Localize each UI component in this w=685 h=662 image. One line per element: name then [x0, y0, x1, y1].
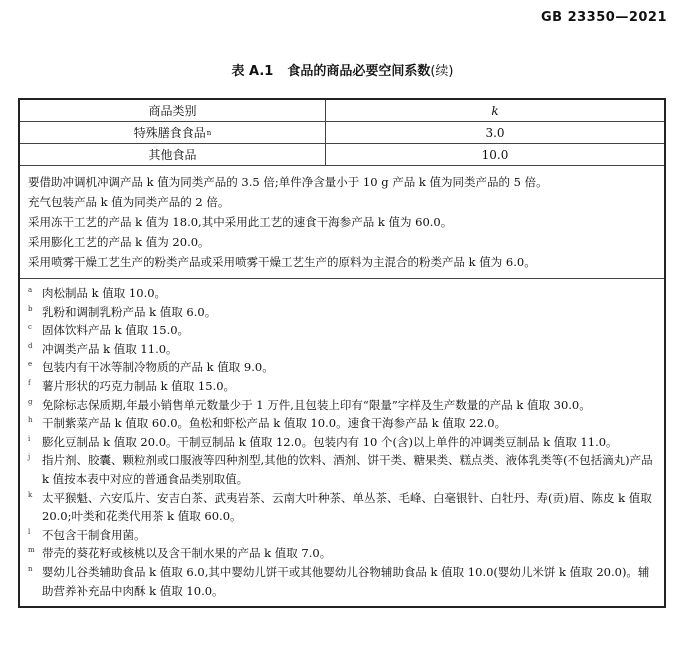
coefficient-table: [18, 98, 666, 608]
footnote-text: 膨化豆制品 k 值取 20.0。干制豆制品 k 值取 12.0。包装内有 10 个(含)以上单件的冲调类豆制品 k 值取 11.0。: [42, 434, 618, 449]
footnote-mark: h: [28, 416, 33, 425]
footnote-mark: d: [28, 341, 33, 350]
row-category: 其他食品: [20, 144, 326, 165]
footnote: [28, 414, 656, 433]
row-category: [20, 122, 326, 143]
row-k-value: 3.0: [485, 125, 505, 140]
footnote: [28, 321, 656, 340]
category-text: 特殊膳食食品: [133, 126, 206, 140]
footnote-mark: c: [28, 323, 32, 332]
footnote-text: 带壳的葵花籽或核桃以及含干制水果的产品 k 值取 7.0。: [42, 546, 332, 561]
header-category: 商品类别: [20, 100, 326, 121]
general-notes: [20, 166, 664, 279]
footnote-text: 太平猴魁、六安瓜片、安吉白茶、武夷岩茶、云南大叶种茶、单丛茶、毛峰、白毫银针、白牡丹、寿(贡)眉、陈皮 k 值取 20.0;叶类和花类代用茶 k 值取 60.0。: [42, 490, 652, 524]
footnote-text: 干制紫菜产品 k 值取 60.0。鱼松和虾松产品 k 值取 10.0。速食干海参产品 k 值取 22.0。: [42, 416, 507, 431]
general-note: 采用喷雾干燥工艺生产的粉类产品或采用喷雾干燥工艺生产的原料为主混合的粉类产品 k 值为 6.0。: [28, 255, 536, 269]
footnote-mark: f: [28, 378, 31, 387]
footnote: [28, 489, 656, 526]
footnote: [28, 563, 656, 600]
footnote-text: 肉松制品 k 值取 10.0。: [42, 286, 167, 300]
footnote: [28, 303, 656, 322]
footnote: [28, 284, 656, 303]
footnote: [28, 340, 656, 359]
footnote-mark: k: [28, 490, 33, 499]
general-note: 采用冻干工艺的产品 k 值为 18.0,其中采用此工艺的速食干海参产品 k 值为 60.0。: [28, 215, 453, 229]
row-k-value: 10.0: [481, 147, 509, 162]
footnote: [28, 358, 656, 377]
footnote-text: 包装内有干冰等制冷物质的产品 k 值取 9.0。: [42, 360, 274, 375]
footnote-mark: e: [28, 360, 33, 369]
footnote-text: 固体饮料产品 k 值取 15.0。: [42, 323, 190, 338]
footnote-text: 冲调类产品 k 值取 11.0。: [42, 341, 178, 356]
footnote-mark: b: [28, 304, 33, 313]
general-note: 采用膨化工艺的产品 k 值为 20.0。: [28, 235, 210, 249]
table-row: [20, 122, 664, 144]
table-title: [0, 60, 685, 79]
footnote-mark: j: [28, 453, 31, 462]
footnote-text: 婴幼儿谷类辅助食品 k 值取 6.0,其中婴幼儿饼干或其他婴幼儿谷物辅助食品 k 值取 10.0(婴幼儿米饼 k 值取 20.0)。辅助营养补充品中肉酥 k 值取 10.0。: [42, 564, 650, 598]
footnote-mark: a: [28, 286, 33, 294]
footnote: [28, 544, 656, 563]
footnote-mark: m: [28, 546, 35, 555]
table-header-row: [20, 100, 664, 122]
header-k: k: [491, 103, 499, 118]
standard-code: GB 23350—2021: [540, 10, 667, 25]
footnote-mark: i: [28, 434, 31, 443]
footnote: [28, 433, 656, 452]
footnote-ref: n: [206, 128, 212, 137]
footnote: [28, 451, 656, 488]
footnote-text: 乳粉和调制乳粉产品 k 值取 6.0。: [42, 304, 217, 319]
footnote-mark: l: [28, 527, 31, 536]
footnote-mark: g: [28, 397, 33, 406]
footnotes: [20, 279, 664, 606]
footnote-text: 指片剂、胶囊、颗粒剂或口服液等四种剂型,其他的饮料、酒剂、饼干类、糖果类、糕点类、液体乳类等(不包括滴丸)产品 k 值按本表中对应的普通食品类别取值。: [42, 453, 653, 486]
footnote-text: 不包含干制食用菌。: [42, 527, 146, 542]
footnote-text: 薯片形状的巧克力制品 k 值取 15.0。: [42, 378, 236, 393]
footnote-text: 免除标志保质期,年最小销售单元数量少于 1 万件,且包装上印有“限量”字样及生产数量的产品 k 值取 30.0。: [42, 397, 591, 412]
table-name: 食品的商品必要空间系数: [287, 64, 431, 79]
general-note: 充气包装产品 k 值为同类产品的 2 倍。: [28, 195, 230, 209]
table-continued: (续): [430, 64, 454, 79]
footnote: [28, 396, 656, 415]
table-number: 表 A.1: [231, 64, 274, 79]
footnote-mark: n: [28, 564, 33, 573]
footnote: [28, 377, 656, 396]
footnote: [28, 526, 656, 545]
table-row: [20, 144, 664, 166]
general-note: 要借助冲调机冲调产品 k 值为同类产品的 3.5 倍;单件净含量小于 10 g 产品 k 值为同类产品的 5 倍。: [28, 175, 548, 189]
